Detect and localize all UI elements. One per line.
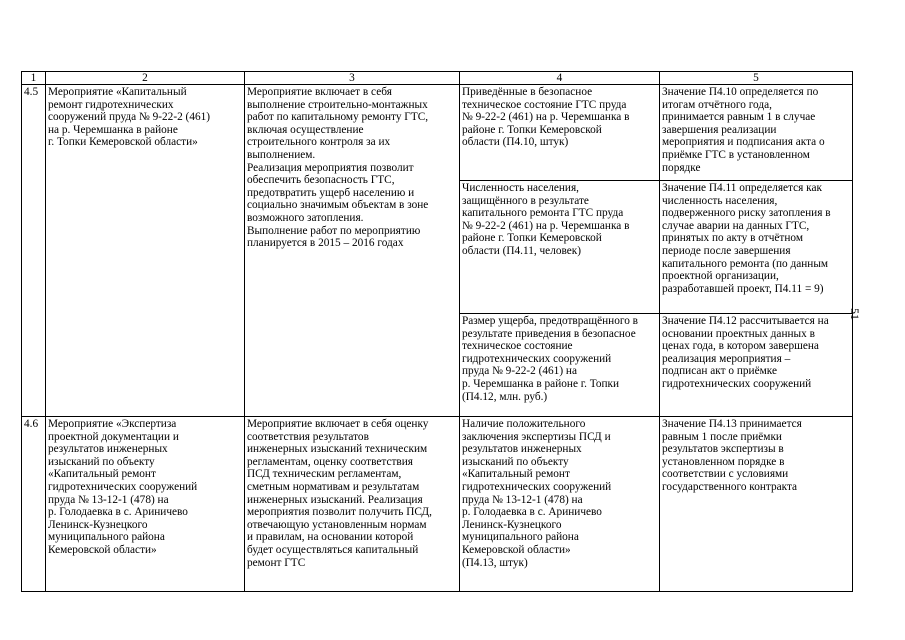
activity-cell: Мероприятие «Капитальный ремонт гидротехнических сооружений пруда № 9-22-2 (461) на р. Черемшанка в районе г. Топки Кемеровской области» (46, 85, 245, 417)
indicator-name-cell: Наличие положительного заключения экспертизы ПСД и результатов инженерных изысканий по объекту «Капитальный ремонт гидротехнических сооружений пруда № 13-12-1 (478) на р. Голодаевка в с. Ариничево Ленинск-Кузнецкого муниципального района Кемеровской области» (П4.13, штук) (460, 417, 660, 592)
row-number: 4.5 (22, 85, 46, 417)
header-cell-1: 1 (22, 72, 46, 85)
table-header-row (22, 72, 853, 85)
table-row (22, 417, 853, 592)
table-row (22, 85, 853, 181)
indicator-method-cell: Значение П4.11 определяется как численность населения, подверженного риску затопления в случае аварии на данных ГТС, принятых по акту в отчётном периоде после завершения капитального ремонта (по данным проектной организации, разработавшей проект, П4.11 = 9) (660, 181, 853, 314)
description-cell: Мероприятие включает в себя оценку соответствия результатов инженерных изысканий техническим регламентам, оценку соответствия ПСД техническим регламентам, сметным нормативам и результатам инженерных изысканий. Реализация мероприятия позволит получить ПСД, отвечающую установленным нормам и правилам, на основании которой будет осуществляться капитальный ремонт ГТС (245, 417, 460, 592)
row-number: 4.6 (22, 417, 46, 592)
header-cell-4: 4 (460, 72, 660, 85)
header-cell-5: 5 (660, 72, 853, 85)
indicator-method-cell: Значение П4.10 определяется по итогам отчётного года, принимается равным 1 в случае завершения реализации мероприятия и подписания акта о приёмке ГТС в установленном порядке (660, 85, 853, 181)
indicator-method-cell: Значение П4.12 рассчитывается на основании проектных данных в ценах года, в котором завершена реализация мероприятия – подписан акт о приёмке гидротехнических сооружений (660, 314, 853, 417)
header-cell-3: 3 (245, 72, 460, 85)
activity-cell: Мероприятие «Экспертиза проектной документации и результатов инженерных изысканий по объекту «Капитальный ремонт гидротехнических сооружений пруда № 13-12-1 (478) на р. Голодаевка в с. Ариничево Ленинск-Кузнецкого муниципального района Кемеровской области» (46, 417, 245, 592)
indicator-name-cell: Приведённые в безопасное техническое состояние ГТС пруда № 9-22-2 (461) на р. Черемшанка в районе г. Топки Кемеровской области (П4.10, штук) (460, 85, 660, 181)
page-number: 51 (848, 308, 862, 320)
indicator-name-cell: Численность населения, защищённого в результате капитального ремонта ГТС пруда № 9-22-2 (461) на р. Черемшанка в районе г. Топки Кемеровской области (П4.11, человек) (460, 181, 660, 314)
description-cell: Мероприятие включает в себя выполнение строительно-монтажных работ по капитальному ремонту ГТС, включая осуществление строительного контроля за их выполнением. Реализация мероприятия позволит обеспечить безопасность ГТС, предотвратить ущерб населению и социально значимым объектам в зоне возможного затопления. Выполнение работ по мероприятию планируется в 2015 – 2016 годах (245, 85, 460, 417)
header-cell-2: 2 (46, 72, 245, 85)
indicator-name-cell: Размер ущерба, предотвращённого в результате приведения в безопасное техническое состояние гидротехнических сооружений пруда № 9-22-2 (461) на р. Черемшанка в районе г. Топки (П4.12, млн. руб.) (460, 314, 660, 417)
indicator-method-cell: Значение П4.13 принимается равным 1 после приёмки результатов экспертизы в установленном порядке в соответствии с условиями государственного контракта (660, 417, 853, 592)
measures-table (21, 71, 853, 592)
